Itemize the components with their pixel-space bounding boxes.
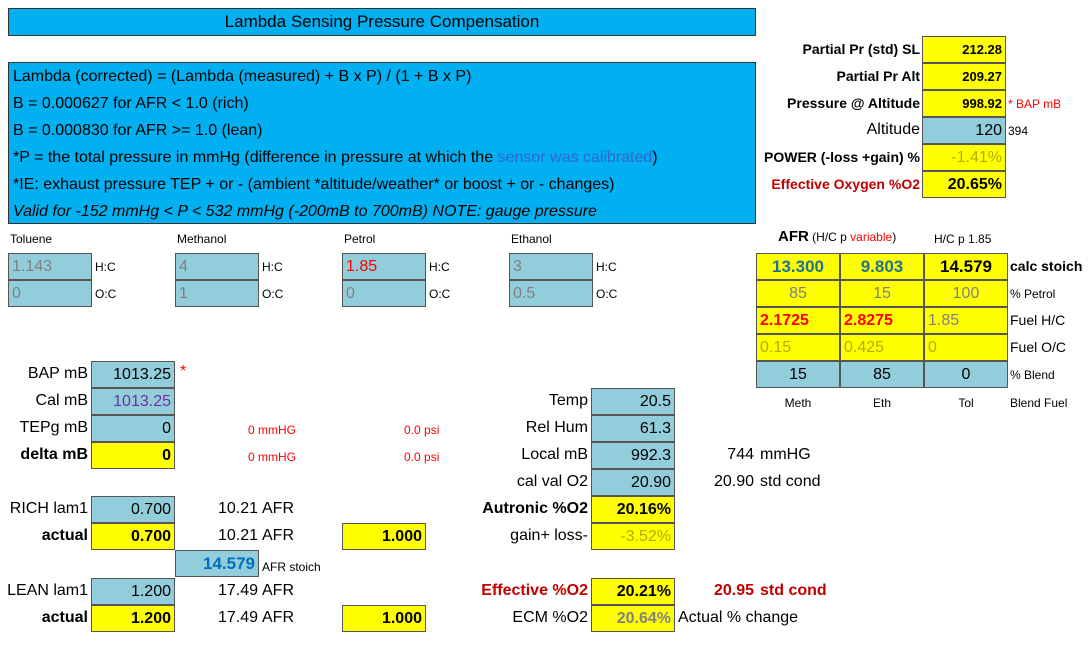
autronic-label: Autronic %O2 <box>482 500 588 517</box>
afr-meth-hc[interactable]: 2.1725 <box>756 307 840 334</box>
effective-oxygen-value[interactable]: 20.65% <box>922 171 1006 198</box>
rich-label: RICH lam1 <box>9 500 88 517</box>
bap-input[interactable]: 1013.25 <box>91 361 175 388</box>
afr-stoich-label: AFR stoich <box>262 560 321 574</box>
methanol-oc-input[interactable]: 1 <box>175 280 259 307</box>
petrol-hc-input[interactable]: 1.85 <box>342 253 426 280</box>
formula-line-4 <box>13 148 658 168</box>
formula-line-4-text: *P = the total pressure in mmHg (difference in pressure at which the <box>13 149 498 166</box>
altitude-extra: 394 <box>1008 124 1029 138</box>
lean-afr: 17.49 <box>217 582 258 599</box>
local-mmhg-unit: mmHG <box>760 446 811 463</box>
ethanol-label: Ethanol <box>511 232 552 246</box>
effective-oxygen-label: Effective Oxygen %O2 <box>771 176 920 192</box>
cal-label: Cal mB <box>35 392 88 409</box>
lean-actual-afr-unit: AFR <box>262 609 294 626</box>
partial-alt-value[interactable]: 209.27 <box>922 63 1006 90</box>
petrol-label: Petrol <box>344 232 376 246</box>
effective-o2-std-label: std cond <box>760 582 827 599</box>
temp-input[interactable]: 20.5 <box>591 388 675 415</box>
rich-actual-afr-unit: AFR <box>262 527 294 544</box>
rich-ratio[interactable]: 1.000 <box>342 523 426 550</box>
pressure-altitude-value[interactable]: 998.92 <box>922 90 1006 117</box>
toluene-hc-label: H:C <box>95 260 116 274</box>
cal-o2-label: cal val O2 <box>516 473 588 490</box>
ethanol-oc-label: O:C <box>596 287 618 301</box>
afr-meth-oc[interactable]: 0.15 <box>756 334 840 361</box>
blend-eth-input[interactable]: 85 <box>840 361 924 388</box>
toluene-label: Toluene <box>10 232 53 246</box>
ecm-o2-value[interactable]: 20.64% <box>591 605 675 632</box>
afr-table-header <box>778 228 896 246</box>
autronic-value[interactable]: 20.16% <box>591 496 675 523</box>
ethanol-hc-label: H:C <box>596 260 617 274</box>
local-input[interactable]: 992.3 <box>591 442 675 469</box>
lean-actual-value[interactable]: 1.200 <box>91 605 175 632</box>
rich-input[interactable]: 0.700 <box>91 496 175 523</box>
tep-mmhg: 0 mmHG <box>248 423 296 437</box>
cal-o2-input[interactable]: 20.90 <box>591 469 675 496</box>
afr-eth-stoich[interactable]: 9.803 <box>840 253 924 280</box>
blend-meth-input[interactable]: 15 <box>756 361 840 388</box>
bap-label: BAP mB <box>27 365 88 382</box>
partial-alt-label: Partial Pr Alt <box>836 68 920 84</box>
percent-petrol-label: % Petrol <box>1010 287 1056 301</box>
tep-psi: 0.0 psi <box>404 423 440 437</box>
formula-line-4-highlight: sensor was calibrated <box>497 149 653 166</box>
percent-blend-label: % Blend <box>1010 368 1055 382</box>
ecm-o2-label: ECM %O2 <box>512 609 588 626</box>
toluene-oc-label: O:C <box>95 287 117 301</box>
afr-eth-hc[interactable]: 2.8275 <box>840 307 924 334</box>
rich-actual-label: actual <box>41 527 88 544</box>
effective-o2-value[interactable]: 20.21% <box>591 578 675 605</box>
afr-tol-stoich[interactable]: 14.579 <box>924 253 1008 280</box>
bap-star: * <box>180 363 187 380</box>
footer-tol: Tol <box>958 396 974 410</box>
petrol-hc-label: H:C <box>429 260 450 274</box>
fuel-oc-label: Fuel O/C <box>1010 339 1067 355</box>
rich-actual-value[interactable]: 0.700 <box>91 523 175 550</box>
hc-fixed-label: H/C p 1.85 <box>934 232 992 246</box>
partial-std-value[interactable]: 212.28 <box>922 36 1006 63</box>
methanol-label: Methanol <box>177 232 227 246</box>
humidity-label: Rel Hum <box>525 419 588 436</box>
afr-tol-oc[interactable]: 0 <box>924 334 1008 361</box>
altitude-label: Altitude <box>866 121 920 138</box>
footer-eth: Eth <box>872 396 891 410</box>
formula-line-6: Valid for -152 mmHg < P < 532 mmHg (-200mB to 700mB) NOTE: gauge pressure <box>13 203 597 220</box>
afr-header: AFR <box>778 228 809 245</box>
delta-mmhg: 0 mmHG <box>248 450 296 464</box>
delta-value[interactable]: 0 <box>91 442 175 469</box>
afr-meth-stoich[interactable]: 13.300 <box>756 253 840 280</box>
ethanol-hc-input[interactable]: 3 <box>509 253 593 280</box>
power-label: POWER (-loss +gain) % <box>764 149 920 165</box>
afr-meth-petrol[interactable]: 85 <box>756 280 840 307</box>
local-label: Local mB <box>521 446 588 463</box>
afr-header-sub3: ) <box>892 230 897 244</box>
tep-input[interactable]: 0 <box>91 415 175 442</box>
petrol-oc-input[interactable]: 0 <box>342 280 426 307</box>
afr-tol-hc[interactable]: 1.85 <box>924 307 1008 334</box>
actual-change-label: Actual % change <box>678 609 799 626</box>
humidity-input[interactable]: 61.3 <box>591 415 675 442</box>
formula-line-1: Lambda (corrected) = (Lambda (measured) + B x P) / (1 + B x P) <box>13 68 472 85</box>
pressure-altitude-label: Pressure @ Altitude <box>787 95 920 111</box>
ethanol-oc-input[interactable]: 0.5 <box>509 280 593 307</box>
formula-line-3: B = 0.000830 for AFR >= 1.0 (lean) <box>13 122 263 139</box>
effective-o2-std: 20.95 <box>713 582 754 599</box>
delta-psi: 0.0 psi <box>404 450 440 464</box>
petrol-oc-label: O:C <box>429 287 451 301</box>
formula-line-5: *IE: exhaust pressure TEP + or - (ambient *altitude/weather* or boost + or - changes) <box>13 176 615 193</box>
effective-o2-label: Effective %O2 <box>481 582 588 599</box>
formula-line-4-end: ) <box>652 149 658 166</box>
lean-actual-afr: 17.49 <box>217 609 258 626</box>
power-value[interactable]: -1.41% <box>922 144 1006 171</box>
afr-header-sub1: (H/C p <box>808 230 851 244</box>
page-title: Lambda Sensing Pressure Compensation <box>8 8 756 36</box>
formula-line-2: B = 0.000627 for AFR < 1.0 (rich) <box>13 95 249 112</box>
cal-input[interactable]: 1013.25 <box>91 388 175 415</box>
cal-o2-std-label: std cond <box>760 473 821 490</box>
afr-tol-petrol[interactable]: 100 <box>924 280 1008 307</box>
gain-loss-label: gain+ loss- <box>510 527 588 544</box>
afr-stoich-value[interactable]: 14.579 <box>175 550 259 577</box>
delta-label: delta mB <box>20 446 88 463</box>
footer-blend-fuel: Blend Fuel <box>1010 396 1068 410</box>
altitude-input[interactable]: 120 <box>922 117 1006 144</box>
partial-std-label: Partial Pr (std) SL <box>802 41 920 57</box>
footer-meth: Meth <box>784 396 812 410</box>
methanol-hc-label: H:C <box>262 260 283 274</box>
afr-header-variable: variable <box>850 230 893 244</box>
fuel-hc-label: Fuel H/C <box>1010 312 1066 328</box>
afr-eth-oc[interactable]: 0.425 <box>840 334 924 361</box>
calc-stoich-label: calc stoich <box>1010 258 1083 274</box>
blend-tol-input[interactable]: 0 <box>924 361 1008 388</box>
methanol-hc-input[interactable]: 4 <box>175 253 259 280</box>
lean-actual-label: actual <box>41 609 88 626</box>
lean-label: LEAN lam1 <box>7 582 88 599</box>
gain-loss-value[interactable]: -3.52% <box>591 523 675 550</box>
formula-panel <box>8 62 756 224</box>
lean-afr-unit: AFR <box>262 582 294 599</box>
tep-label: TEPg mB <box>19 419 88 436</box>
cal-o2-std: 20.90 <box>713 473 754 490</box>
afr-eth-petrol[interactable]: 15 <box>840 280 924 307</box>
temp-label: Temp <box>548 392 588 409</box>
rich-afr-unit: AFR <box>262 500 294 517</box>
bap-note: * BAP mB <box>1008 97 1062 111</box>
rich-actual-afr: 10.21 <box>217 527 258 544</box>
toluene-oc-input[interactable]: 0 <box>8 280 92 307</box>
rich-afr: 10.21 <box>217 500 258 517</box>
toluene-hc-input[interactable]: 1.143 <box>8 253 92 280</box>
lean-ratio[interactable]: 1.000 <box>342 605 426 632</box>
local-mmhg: 744 <box>727 446 754 463</box>
methanol-oc-label: O:C <box>262 287 284 301</box>
lean-input[interactable]: 1.200 <box>91 578 175 605</box>
